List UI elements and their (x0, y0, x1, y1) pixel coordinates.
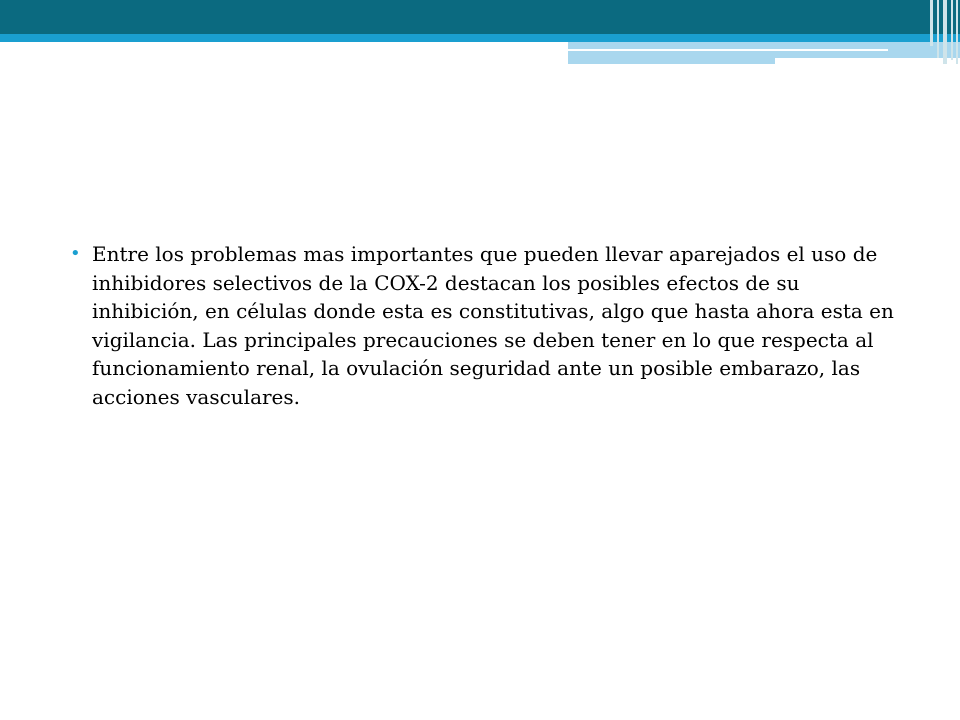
header-bar-accent (0, 34, 960, 42)
bullet-dot-icon: • (70, 243, 81, 264)
header-bar-dark (0, 0, 960, 34)
header-stripe (937, 0, 939, 58)
header-stripe (930, 0, 933, 46)
bullet-list (62, 240, 902, 411)
header-stripe (951, 0, 953, 60)
header-stripe (956, 0, 958, 64)
header-stripe (943, 0, 947, 64)
slide-body (62, 240, 902, 411)
bullet-text: Entre los problemas mas importantes que pueden llevar aparejados el uso de inhibidores selectivos de la COX-2 destacan los posibles efectos de su inhibición, en células donde esta es constitutivas, algo que hasta ahora esta en vigilancia. Las principales precauciones se deben tener en lo que respecta al funcionamiento renal, la ovulación seguridad ante un posible embarazo, las acciones vasculares. (92, 242, 894, 409)
header-bar-divider-2 (775, 58, 960, 64)
header-bar-divider (568, 49, 888, 51)
bullet-item (62, 240, 902, 411)
